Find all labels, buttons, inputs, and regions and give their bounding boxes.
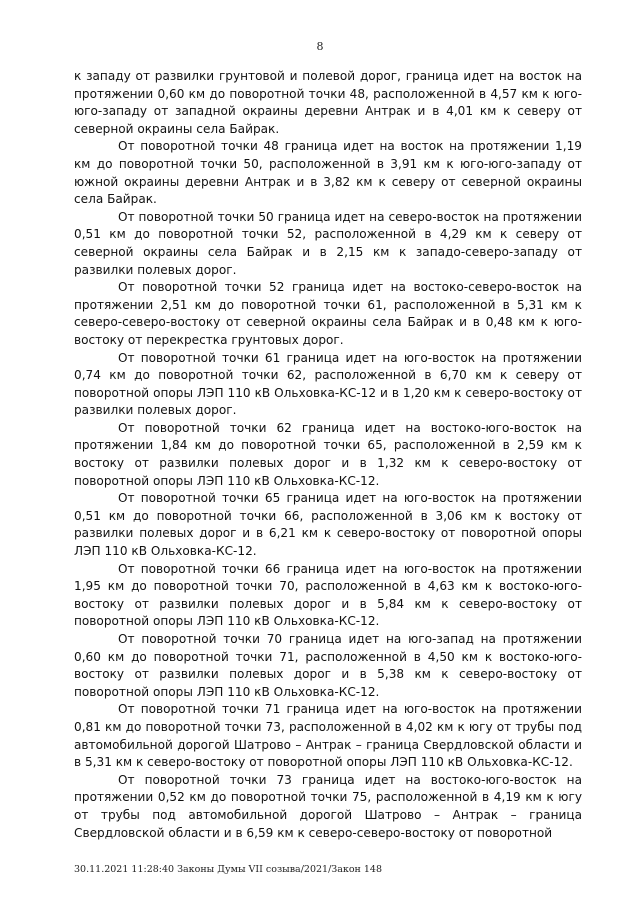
paragraph: От поворотной точки 61 граница идет на юго-восток на протяжении 0,74 км до поворотной точки 62, расположенной в 6,70 км к северу от поворотной опоры ЛЭП 110 кВ Ольховка-КС-12 и в 1,20 км к северо-востоку от развилки полевых дорог. (74, 350, 582, 418)
page-footer: 30.11.2021 11:28:40 Законы Думы VII созыва/2021/Закон 148 (74, 864, 383, 875)
document-body (74, 68, 582, 842)
paragraph: От поворотной точки 65 граница идет на юго-восток на протяжении 0,51 км до поворотной точки 66, расположенной в 3,06 км к востоку от развилки полевых дорог и в 6,21 км к северо-востоку от поворотной опоры ЛЭП 110 кВ Ольховка-КС-12. (74, 491, 582, 559)
paragraph: От поворотной точки 66 граница идет на юго-восток на протяжении 1,95 км до поворотной точки 70, расположенной в 4,63 км к востоко-юго-востоку от развилки полевых дорог и в 5,84 км к северо-востоку от поворотной опоры ЛЭП 110 кВ Ольховка-КС-12. (74, 561, 582, 629)
paragraph: От поворотной точки 62 граница идет на востоко-юго-восток на протяжении 1,84 км до поворотной точки 65, расположенной в 2,59 км к востоку от развилки полевых дорог и в 1,32 км к северо-востоку от поворотной опоры ЛЭП 110 кВ Ольховка-КС-12. (74, 420, 582, 488)
page-number: 8 (316, 40, 324, 53)
paragraph: От поворотной точки 50 граница идет на северо-восток на протяжении 0,51 км до поворотной точки 52, расположенной в 4,29 км к северу от северной окраины села Байрак и в 2,15 км к западо-северо-западу от развилки полевых дорог. (74, 209, 582, 277)
paragraph-continuation: к западу от развилки грунтовой и полевой дорог, граница идет на восток на протяжении 0,60 км до поворотной точки 48, расположенной в 4,57 км к юго-юго-западу от западной окраины деревни Антрак и в 4,01 км к северу от северной окраины села Байрак. (74, 69, 582, 136)
paragraph: От поворотной точки 71 граница идет на юго-восток на протяжении 0,81 км до поворотной точки 73, расположенной в 4,02 км к югу от трубы под автомобильной дорогой Шатрово – Антрак – граница Свердловской области и в 5,31 км к северо-востоку от поворотной опоры ЛЭП 110 кВ Ольховка-КС-12. (74, 702, 582, 770)
paragraph: От поворотной точки 52 граница идет на востоко-северо-восток на протяжении 2,51 км до поворотной точки 61, расположенной в 5,31 км к северо-северо-востоку от северной окраины села Байрак и в 0,48 км к юго-востоку от перекрестка грунтовых дорог. (74, 280, 582, 347)
paragraph: От поворотной точки 70 граница идет на юго-запад на протяжении 0,60 км до поворотной точки 71, расположенной в 4,50 км к востоко-юго-востоку от развилки полевых дорог и в 5,38 км к северо-востоку от поворотной опоры ЛЭП 110 кВ Ольховка-КС-12. (74, 632, 582, 699)
paragraph: От поворотной точки 73 граница идет на востоко-юго-восток на протяжении 0,52 км до поворотной точки 75, расположенной в 4,19 км к югу от трубы под автомобильной дорогой Шатрово – Антрак – граница Свердловской области и в 6,59 км к северо-северо-востоку от поворотной (74, 772, 582, 840)
paragraph: От поворотной точки 48 граница идет на восток на протяжении 1,19 км до поворотной точки 50, расположенной в 3,91 км к юго-юго-западу от южной окраины деревни Антрак и в 3,82 км к северу от северной окраины села Байрак. (74, 139, 582, 207)
